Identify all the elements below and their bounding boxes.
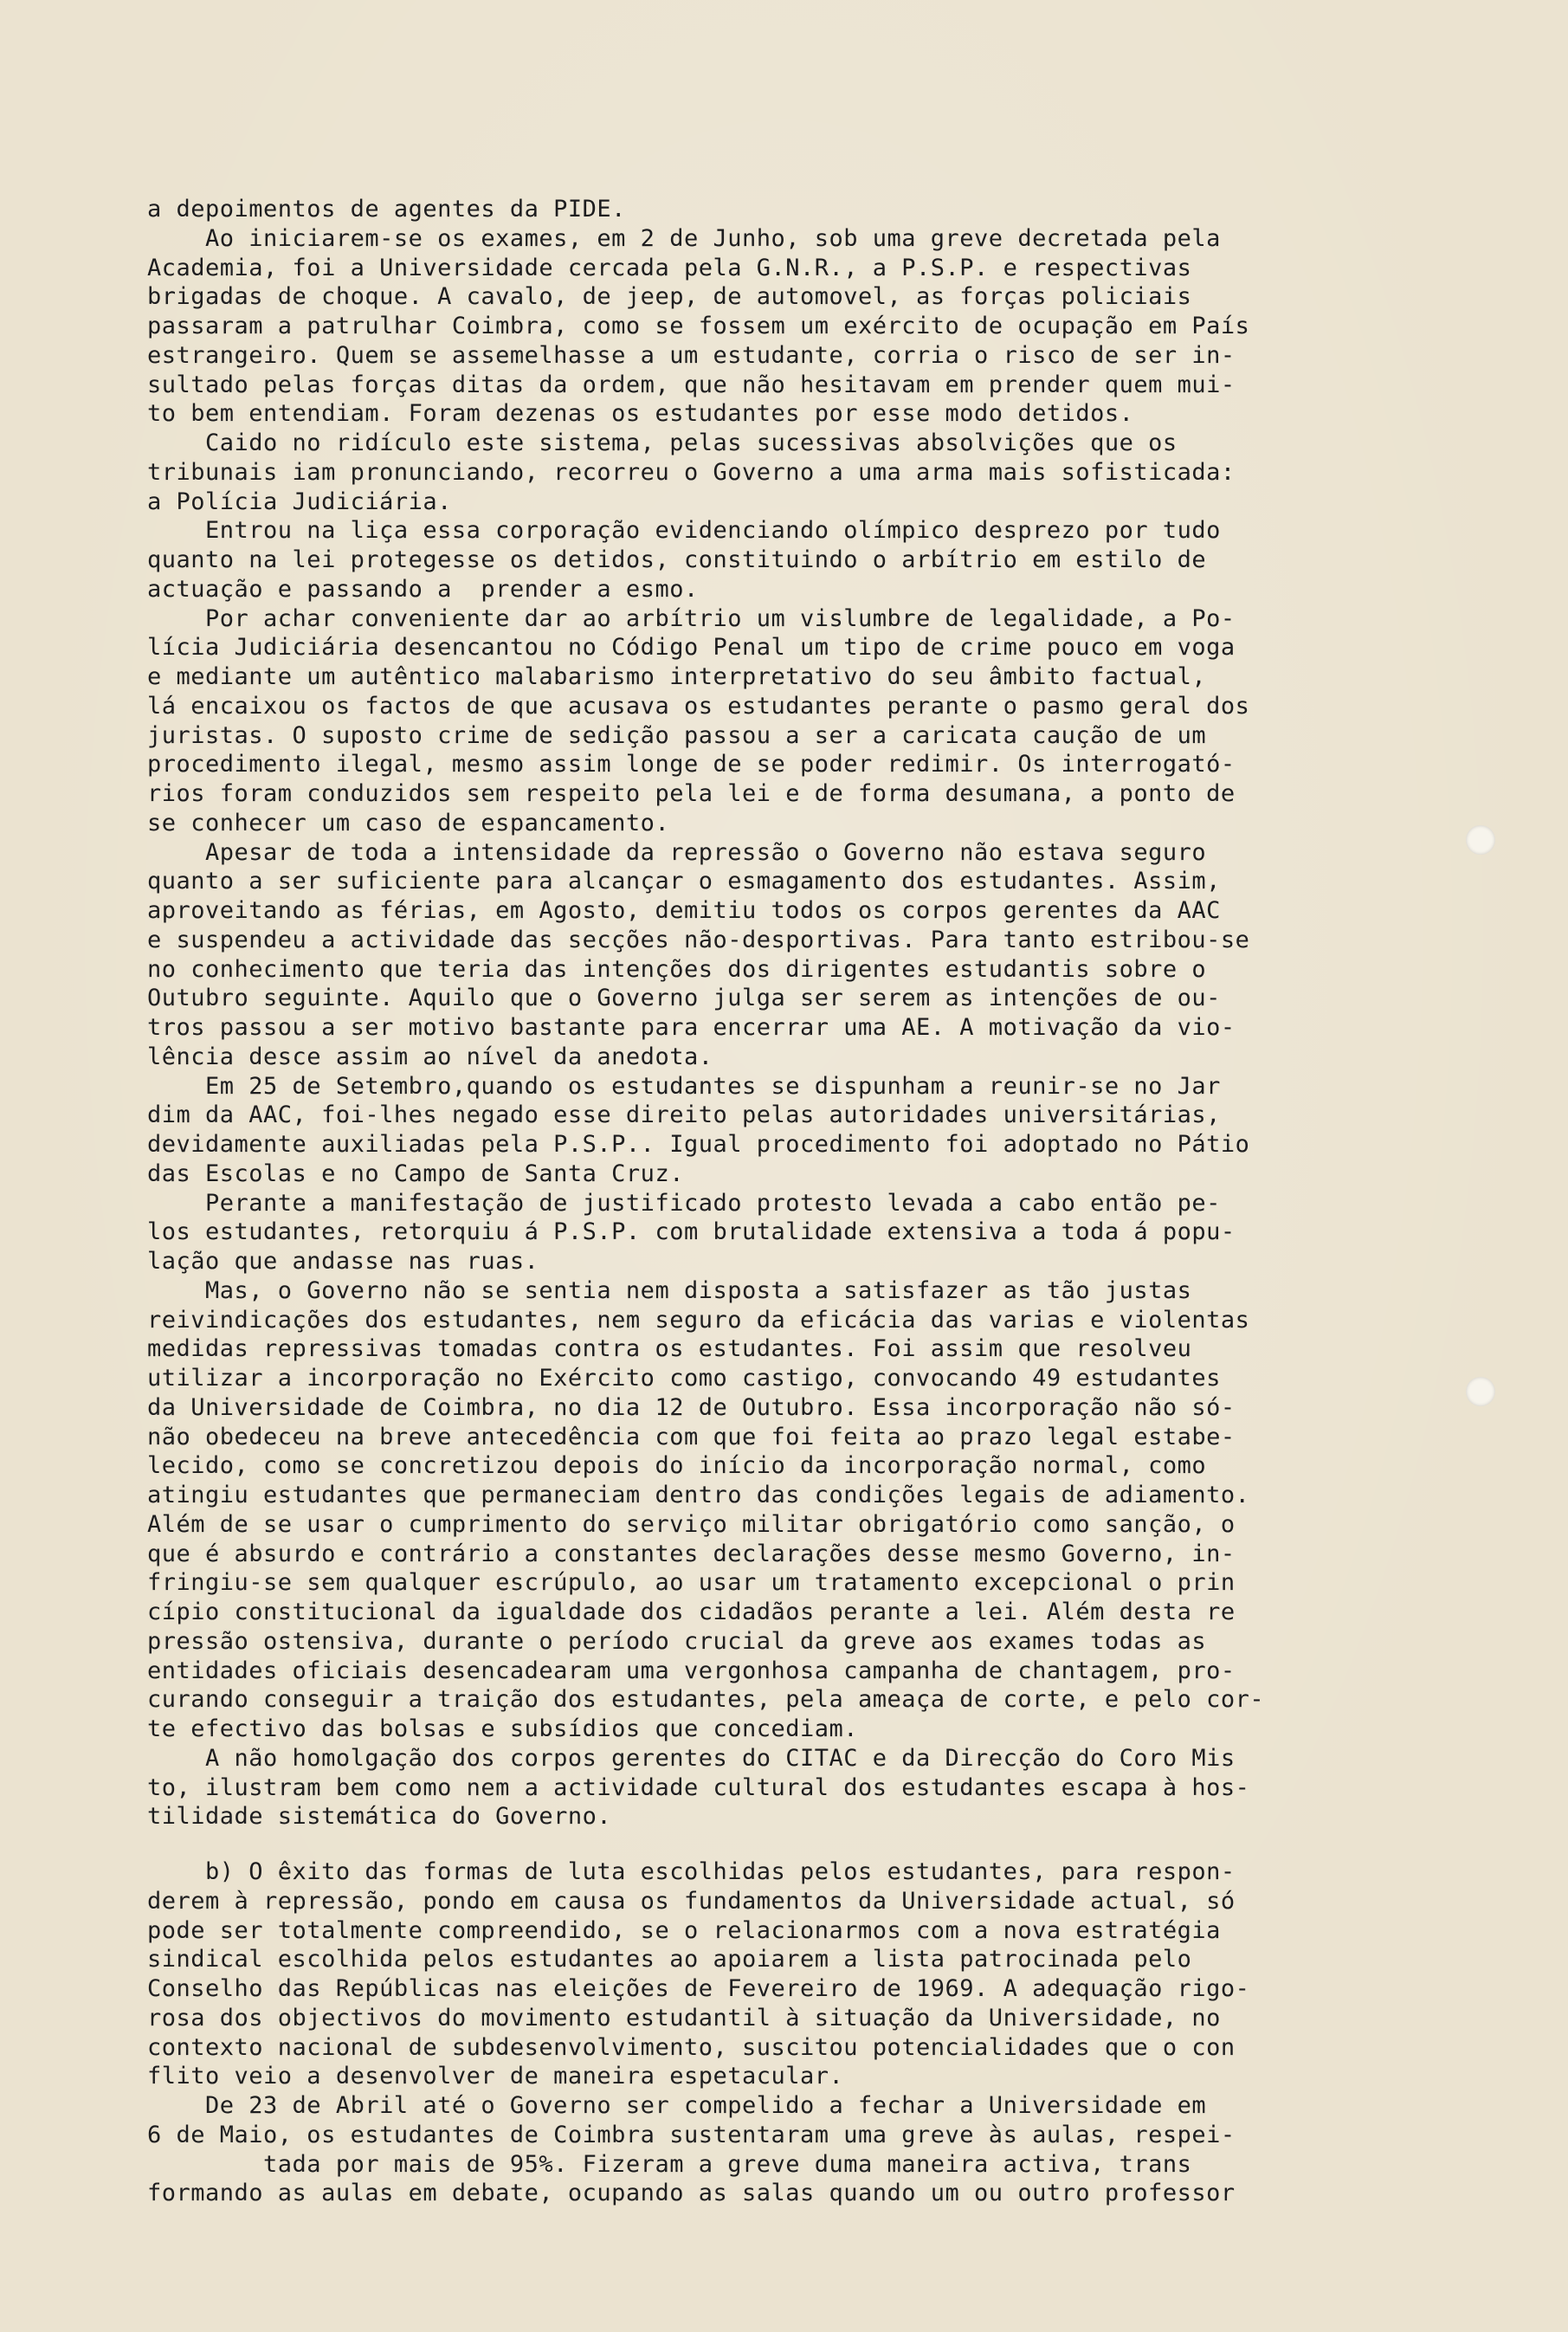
text-line: contexto nacional de subdesenvolvimento, suscitou potencialidades que o con	[147, 2033, 1236, 2061]
text-line: juristas. O suposto crime de sedição passou a ser a caricata caução de um	[147, 721, 1207, 749]
text-line: quanto na lei protegesse os detidos, constituindo o arbítrio em estilo de	[147, 546, 1207, 573]
text-line: pode ser totalmente compreendido, se o relacionarmos com a nova estratégia	[147, 1916, 1221, 1944]
text-line: dim da AAC, foi-lhes negado esse direito pelas autoridades universitárias,	[147, 1101, 1221, 1129]
text-line: actuação e passando a prender a esmo.	[147, 575, 699, 603]
text-line: das Escolas e no Campo de Santa Cruz.	[147, 1160, 684, 1187]
text-line: Apesar de toda a intensidade da repressão o Governo não estava seguro	[147, 838, 1207, 866]
text-line: A não homolgação dos corpos gerentes do CITAC e da Direcção do Coro Mis	[147, 1744, 1236, 1772]
text-line: atingiu estudantes que permaneciam dentro das condições legais de adiamento.	[147, 1482, 1250, 1508]
text-line: formando as aulas em debate, ocupando as salas quando um ou outro professor	[147, 2180, 1236, 2207]
text-line: De 23 de Abril até o Governo ser compelido a fechar a Universidade em	[147, 2092, 1207, 2119]
text-line: tilidade sistemática do Governo.	[147, 1803, 612, 1831]
text-line: Outubro seguinte. Aquilo que o Governo julga ser serem as intenções de ou-	[147, 985, 1221, 1012]
text-line: los estudantes, retorquiu á P.S.P. com brutalidade extensiva a toda á popu-	[147, 1218, 1236, 1246]
text-line: se conhecer um caso de espancamento.	[147, 809, 670, 837]
text-line: Em 25 de Setembro,quando os estudantes se dispunham a reunir-se no Jar	[147, 1072, 1221, 1100]
text-line: tada por mais de 95%. Fizeram a greve duma maneira activa, trans	[147, 2150, 1192, 2178]
text-line: lecido, como se concretizou depois do início da incorporação normal, como	[147, 1452, 1207, 1480]
text-line: e suspendeu a actividade das secções não-desportivas. Para tanto estribou-se	[147, 926, 1250, 953]
text-line: Além de se usar o cumprimento do serviço militar obrigatório como sanção, o	[147, 1510, 1236, 1538]
text-line: sindical escolhida pelos estudantes ao apoiarem a lista patrocinada pelo	[147, 1946, 1192, 1973]
text-line: e mediante um autêntico malabarismo interpretativo do seu âmbito factual,	[147, 663, 1207, 690]
text-line: medidas repressivas tomadas contra os estudantes. Foi assim que resolveu	[147, 1335, 1192, 1363]
text-line: cípio constitucional da igualdade dos cidadãos perante a lei. Além desta re	[147, 1599, 1236, 1625]
text-line: a Polícia Judiciária.	[147, 488, 452, 515]
text-line: quanto a ser suficiente para alcançar o esmagamento dos estudantes. Assim,	[147, 868, 1221, 895]
text-line: tribunais iam pronunciando, recorreu o Governo a uma arma mais sofisticada:	[147, 458, 1236, 486]
paragraph-gap	[147, 1831, 1463, 1857]
text-line: te efectivo das bolsas e subsídios que concediam.	[147, 1715, 859, 1742]
text-line: utilizar a incorporação no Exército como castigo, convocando 49 estudantes	[147, 1365, 1221, 1392]
text-line: da Universidade de Coimbra, no dia 12 de Outubro. Essa incorporação não só-	[147, 1393, 1236, 1421]
text-line: pressão ostensiva, durante o período crucial da greve aos exames todas as	[147, 1627, 1207, 1655]
text-line: 6 de Maio, os estudantes de Coimbra sustentaram uma greve às aulas, respei-	[147, 2121, 1236, 2148]
text-line: a depoimentos de agentes da PIDE.	[147, 196, 626, 223]
text-line: procedimento ilegal, mesmo assim longe de se poder redimir. Os interrogató-	[147, 751, 1236, 778]
text-line: Perante a manifestação de justificado protesto levada a cabo então pe-	[147, 1189, 1221, 1217]
text-line: lação que andasse nas ruas.	[147, 1248, 539, 1275]
typed-text-body	[147, 195, 1463, 2208]
text-line: curando conseguir a traição dos estudantes, pela ameaça de corte, e pelo cor-	[147, 1686, 1265, 1714]
text-line: lência desce assim ao nível da anedota.	[147, 1043, 713, 1070]
text-line: reivindicações dos estudantes, nem seguro da eficácia das varias e violentas	[147, 1306, 1250, 1334]
text-line: não obedeceu na breve antecedência com que foi feita ao prazo legal estabe-	[147, 1423, 1236, 1450]
text-line: no conhecimento que teria das intenções dos dirigentes estudantis sobre o	[147, 955, 1207, 983]
text-line: sultado pelas forças ditas da ordem, que não hesitavam em prender quem mui-	[147, 371, 1236, 398]
text-line: devidamente auxiliadas pela P.S.P.. Igual procedimento foi adoptado no Pátio	[147, 1131, 1250, 1158]
text-line: derem à repressão, pondo em causa os fundamentos da Universidade actual, só	[147, 1887, 1236, 1915]
text-line: Ao iniciarem-se os exames, em 2 de Junho, sob uma greve decretada pela	[147, 224, 1221, 252]
text-line: rosa dos objectivos do movimento estudantil à situação da Universidade, no	[147, 2004, 1221, 2032]
text-line: b) O êxito das formas de luta escolhidas pelos estudantes, para respon-	[147, 1858, 1236, 1885]
text-line: flito veio a desenvolver de maneira espetacular.	[147, 2063, 844, 2090]
text-line: Academia, foi a Universidade cercada pela G.N.R., a P.S.P. e respectivas	[147, 254, 1192, 281]
text-line: lá encaixou os factos de que acusava os estudantes perante o pasmo geral dos	[147, 692, 1250, 720]
text-line: aproveitando as férias, em Agosto, demitiu todos os corpos gerentes da AAC	[147, 897, 1221, 924]
text-line: Por achar conveniente dar ao arbítrio um vislumbre de legalidade, a Po-	[147, 604, 1236, 632]
text-line: tros passou a ser motivo bastante para encerrar uma AE. A motivação da vio-	[147, 1014, 1236, 1041]
text-line: entidades oficiais desencadearam uma vergonhosa campanha de chantagem, pro-	[147, 1657, 1236, 1684]
text-line: que é absurdo e contrário a constantes declarações desse mesmo Governo, in-	[147, 1540, 1236, 1567]
text-line: Entrou na liça essa corporação evidenciando olímpico desprezo por tudo	[147, 517, 1221, 545]
text-line: Caido no ridículo este sistema, pelas sucessivas absolvições que os	[147, 430, 1178, 456]
text-line: passaram a patrulhar Coimbra, como se fossem um exército de ocupação em País	[147, 313, 1250, 339]
text-line: estrangeiro. Quem se assemelhasse a um estudante, corria o risco de ser in-	[147, 341, 1236, 369]
text-line: rios foram conduzidos sem respeito pela lei e de forma desumana, a ponto de	[147, 780, 1236, 807]
text-line: lícia Judiciária desencantou no Código Penal um tipo de crime pouco em voga	[147, 634, 1236, 662]
text-line: to bem entendiam. Foram dezenas os estudantes por esse modo detidos.	[147, 400, 1134, 428]
punch-hole	[1466, 1377, 1495, 1406]
text-line: fringiu-se sem qualquer escrúpulo, ao usar um tratamento excepcional o prin	[147, 1569, 1236, 1597]
text-line: brigadas de choque. A cavalo, de jeep, de automovel, as forças policiais	[147, 283, 1192, 311]
punch-hole	[1466, 825, 1495, 855]
text-line: Conselho das Repúblicas nas eleições de Fevereiro de 1969. A adequação rigo-	[147, 1975, 1250, 2002]
text-line: Mas, o Governo não se sentia nem disposta a satisfazer as tão justas	[147, 1276, 1192, 1304]
text-line: to, ilustram bem como nem a actividade cultural dos estudantes escapa à hos-	[147, 1773, 1250, 1801]
